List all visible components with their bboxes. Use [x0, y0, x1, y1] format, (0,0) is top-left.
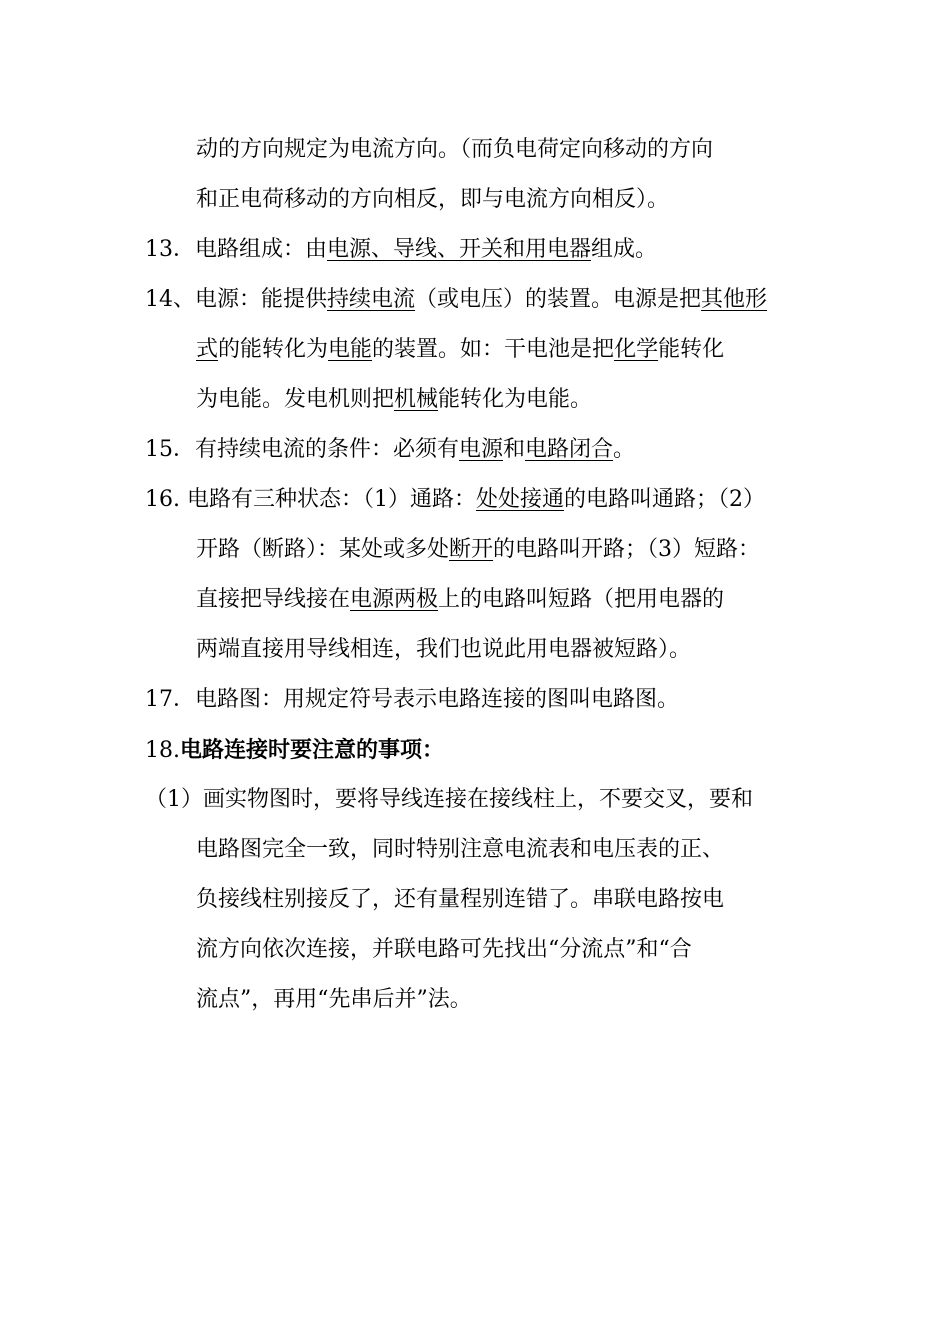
text-span: 的能转化为	[218, 337, 329, 362]
underlined-answer: 机械	[394, 387, 439, 412]
text-span: 两端直接用导线相连，我们也说此用电器被短路）。	[196, 637, 692, 662]
bold-heading: 电路连接时要注意的事项：	[180, 737, 445, 763]
text-span: 和正电荷移动的方向相反，即与电流方向相反）。	[196, 187, 670, 212]
text-line	[196, 985, 806, 1015]
item-14	[145, 285, 806, 315]
item-15	[145, 435, 806, 465]
text-line	[145, 785, 806, 815]
text-span: 组成。	[591, 237, 658, 262]
text-line	[196, 585, 806, 615]
text-span: 15．有持续电流的条件：必须有	[145, 437, 459, 462]
text-span: 。	[613, 437, 636, 462]
text-line	[196, 385, 806, 415]
text-line	[196, 185, 806, 215]
underlined-answer: 处处接通	[475, 487, 564, 512]
text-line	[196, 885, 806, 915]
text-line	[196, 335, 806, 365]
item-17	[145, 685, 806, 715]
text-span: 流方向依次连接，并联电路可先找出“分流点”和“合	[196, 937, 692, 962]
text-span: 电路图完全一致，同时特别注意电流表和电压表的正、	[196, 837, 725, 862]
underlined-answer: 其他形	[701, 287, 768, 312]
underlined-answer: 电源	[459, 437, 504, 462]
item-13	[145, 235, 806, 265]
item-18	[145, 735, 806, 766]
text-span: 能转化	[658, 337, 725, 362]
text-line	[196, 135, 806, 165]
text-span: 16. 电路有三种状态：（1）通路：	[145, 487, 476, 512]
text-span: 开路（断路）：某处或多处	[196, 537, 450, 562]
underlined-answer: 电路闭合	[525, 437, 614, 462]
text-span: （1）画实物图时，要将导线连接在接线柱上，不要交叉，要和	[145, 787, 753, 812]
text-span: 的电路叫通路；（2）	[564, 487, 765, 512]
text-line	[196, 635, 806, 665]
underlined-answer: 式	[196, 337, 219, 362]
text-span: 为电能。发电机则把	[196, 387, 395, 412]
text-span: 14、电源：能提供	[145, 287, 327, 312]
text-span: 直接把导线接在	[196, 587, 351, 612]
underlined-answer: 电源两极	[350, 587, 439, 612]
underlined-answer: 电源、导线、开关和用电器	[327, 237, 592, 262]
underlined-answer: 断开	[449, 537, 494, 562]
text-span: 流点”，再用“先串后并”法。	[196, 987, 472, 1012]
text-span: 上的电路叫短路（把用电器的	[438, 587, 725, 612]
text-line	[196, 835, 806, 865]
underlined-answer: 持续电流	[327, 287, 416, 312]
underlined-answer: 电能	[328, 337, 373, 362]
text-line	[196, 535, 806, 565]
text-span: 18.	[145, 738, 180, 763]
underlined-answer: 化学	[614, 337, 659, 362]
text-span: 的电路叫开路；（3）短路：	[493, 537, 761, 562]
text-span: 13．电路组成：由	[145, 237, 327, 262]
text-line	[196, 935, 806, 965]
text-span: 和	[503, 437, 526, 462]
text-span: 的装置。如：干电池是把	[372, 337, 615, 362]
text-span: （或电压）的装置。电源是把	[415, 287, 702, 312]
text-span: 动的方向规定为电流方向。（而负电荷定向移动的方向	[196, 137, 714, 162]
text-span: 负接线柱别接反了，还有量程别连错了。串联电路按电	[196, 887, 725, 912]
text-span: 能转化为电能。	[438, 387, 593, 412]
item-16	[145, 485, 806, 515]
text-span: 17．电路图：用规定符号表示电路连接的图叫电路图。	[145, 687, 679, 712]
